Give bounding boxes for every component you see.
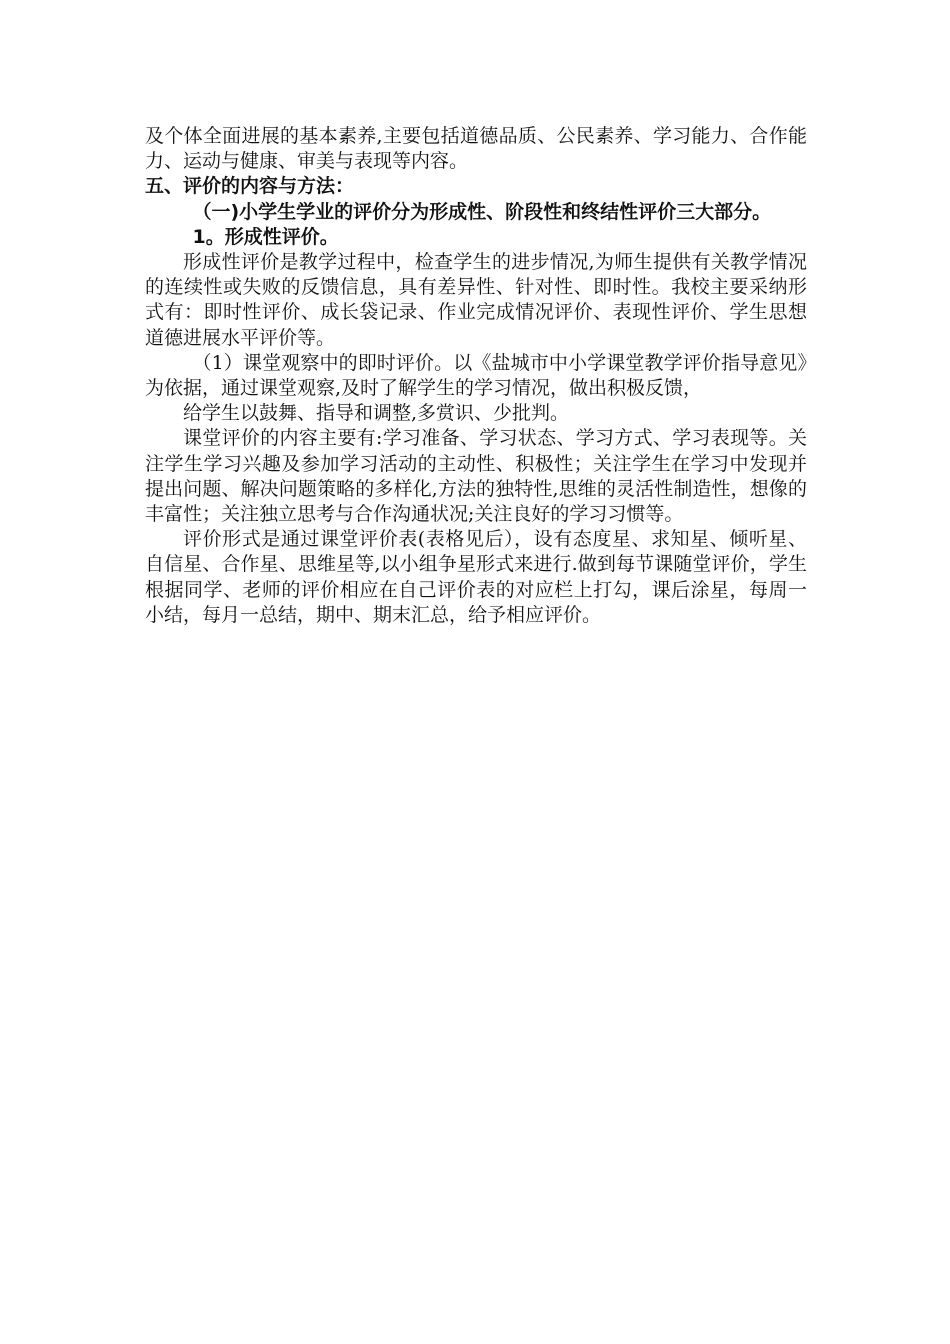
subsubsection-heading-formative: 1。形成性评价。	[192, 225, 339, 248]
subsection-heading-one: （一)小学生学业的评价分为形成性、阶段性和终结性评价三大部分。	[192, 200, 772, 223]
paragraph-continuation: 及个体全面进展的基本素养,主要包括道德品质、公民素养、学习能力、合作能力、运动与健康、审美与表现等内容。	[145, 125, 807, 173]
paragraph-encouragement: 给学生以鼓舞、指导和调整,多赏识、少批判。	[183, 402, 570, 425]
paragraph-classroom-content: 课堂评价的内容主要有:学习准备、学习状态、学习方式、学习表现等。关注学生学习兴趣及参加学习活动的主动性、积极性；关注学生在学习中发现并提出问题、解决问题策略的多样化,方法的独特性,思维的灵活性制造性，想像的丰富性；关注独立思考与合作沟通状况;关注良好的学习习惯等。	[145, 427, 807, 526]
paragraph-formative-evaluation: 形成性评价是教学过程中，检查学生的进步情况,为师生提供有关教学情况的连续性或失败的反馈信息，具有差异性、针对性、即时性。我校主要采纳形式有：即时性评价、成长袋记录、作业完成情况评价、表现性评价、学生思想道德进展水平评价等。	[145, 251, 807, 349]
paragraph-classroom-observation: （1）课堂观察中的即时评价。以《盐城市中小学课堂教学评价指导意见》为依据，通过课堂观察,及时了解学生的学习情况，做出积极反馈，	[145, 351, 807, 400]
paragraph-evaluation-form: 评价形式是通过课堂评价表(表格见后），设有态度星、求知星、倾听星、自信星、合作星、思维星等,以小组争星形式来进行.做到每节课随堂评价，学生根据同学、老师的评价相应在自己评价表的对应栏上打勾，课后涂星，每周一小结，每月一总结，期中、期末汇总，给予相应评价。	[145, 528, 807, 626]
document-page	[145, 124, 807, 628]
section-heading-five: 五、评价的内容与方法：	[145, 175, 355, 198]
